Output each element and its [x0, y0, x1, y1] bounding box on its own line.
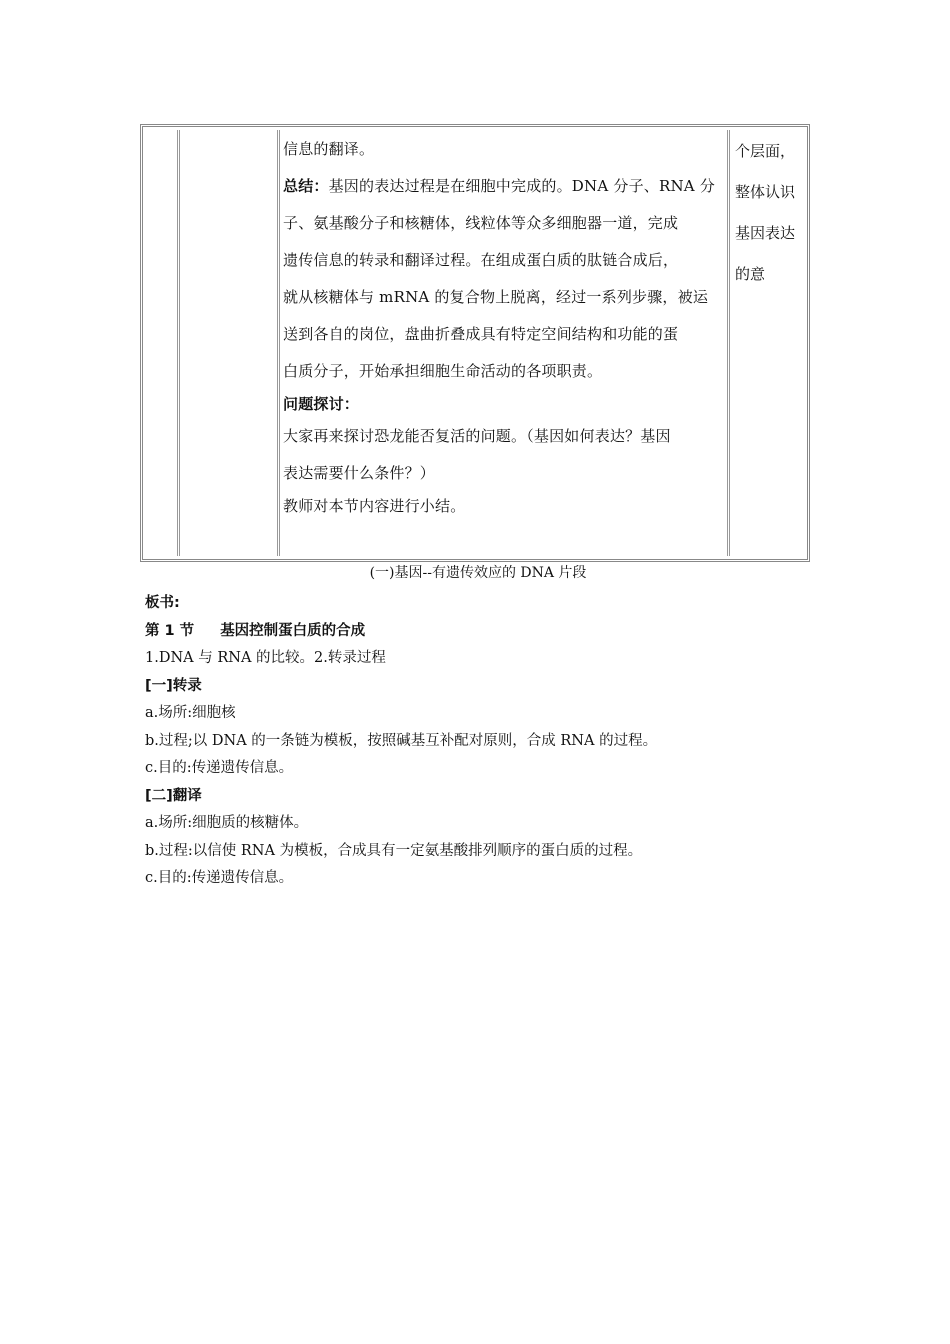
- closing-text: 教师对本节内容进行小结。: [283, 497, 466, 515]
- list-item: b.过程;以 DNA 的一条链为模板，按照碱基互补配对原则，合成 RNA 的过程。: [145, 732, 658, 749]
- column-divider-2: [277, 130, 280, 556]
- section-heading: [145, 618, 825, 646]
- summary-text: 基因的表达过程是在细胞中完成的。DNA 分子、RNA 分: [328, 177, 715, 195]
- list-item: c.目的:传递遗传信息。: [145, 760, 294, 776]
- summary-label: 总结：: [283, 177, 329, 195]
- side-text: 基因表达: [735, 224, 796, 242]
- summary-text: 遗传信息的转录和翻译过程。在组成蛋白质的肽链合成后，: [283, 251, 679, 269]
- section-title: 基因控制蛋白质的合成: [220, 622, 366, 639]
- blackboard-notes: [145, 590, 825, 893]
- discussion-text: 大家再来探讨恐龙能否复活的问题。（基因如何表达？基因: [283, 427, 671, 445]
- summary-line: [283, 168, 729, 205]
- discussion-text: 表达需要什么条件？）: [283, 464, 436, 482]
- summary-text: 送到各自的岗位，盘曲折叠成具有特定空间结构和功能的蛋: [283, 325, 679, 343]
- side-text: 的意: [735, 265, 766, 283]
- summary-text: 白质分子，开始承担细胞生命活动的各项职责。: [283, 362, 603, 380]
- list-item: c.目的:传递遗传信息。: [145, 870, 294, 886]
- section-number: 第 1 节: [145, 622, 195, 639]
- list-item: b.过程:以信使 RNA 为模板，合成具有一定氨基酸排列顺序的蛋白质的过程。: [145, 842, 643, 859]
- list-item: a.场所:细胞质的核糖体。: [145, 815, 309, 831]
- side-text: 个层面，: [735, 142, 796, 160]
- side-text: 整体认识: [735, 183, 796, 201]
- part2-title: [二]翻译: [145, 787, 202, 804]
- overview-line: 1.DNA 与 RNA 的比较。2.转录过程: [145, 650, 386, 666]
- discussion-label: 问题探讨：: [283, 395, 360, 413]
- lesson-table: [140, 124, 810, 562]
- design-intent-cell: [735, 131, 807, 295]
- column-divider-1: [177, 130, 180, 556]
- part1-title: [一]转录: [145, 677, 202, 694]
- summary-text: 就从核糖体与 mRNA 的复合物上脱离，经过一系列步骤，被运: [283, 288, 709, 306]
- summary-text: 子、氨基酸分子和核糖体，线粒体等众多细胞器一道，完成: [283, 214, 679, 232]
- text-line: 信息的翻译。: [283, 140, 375, 158]
- board-title: 板书:: [145, 595, 180, 611]
- teaching-content-cell: [283, 131, 729, 520]
- section-caption: (一)基因--有遗传效应的 DNA 片段: [369, 565, 587, 581]
- list-item: a.场所:细胞核: [145, 705, 236, 721]
